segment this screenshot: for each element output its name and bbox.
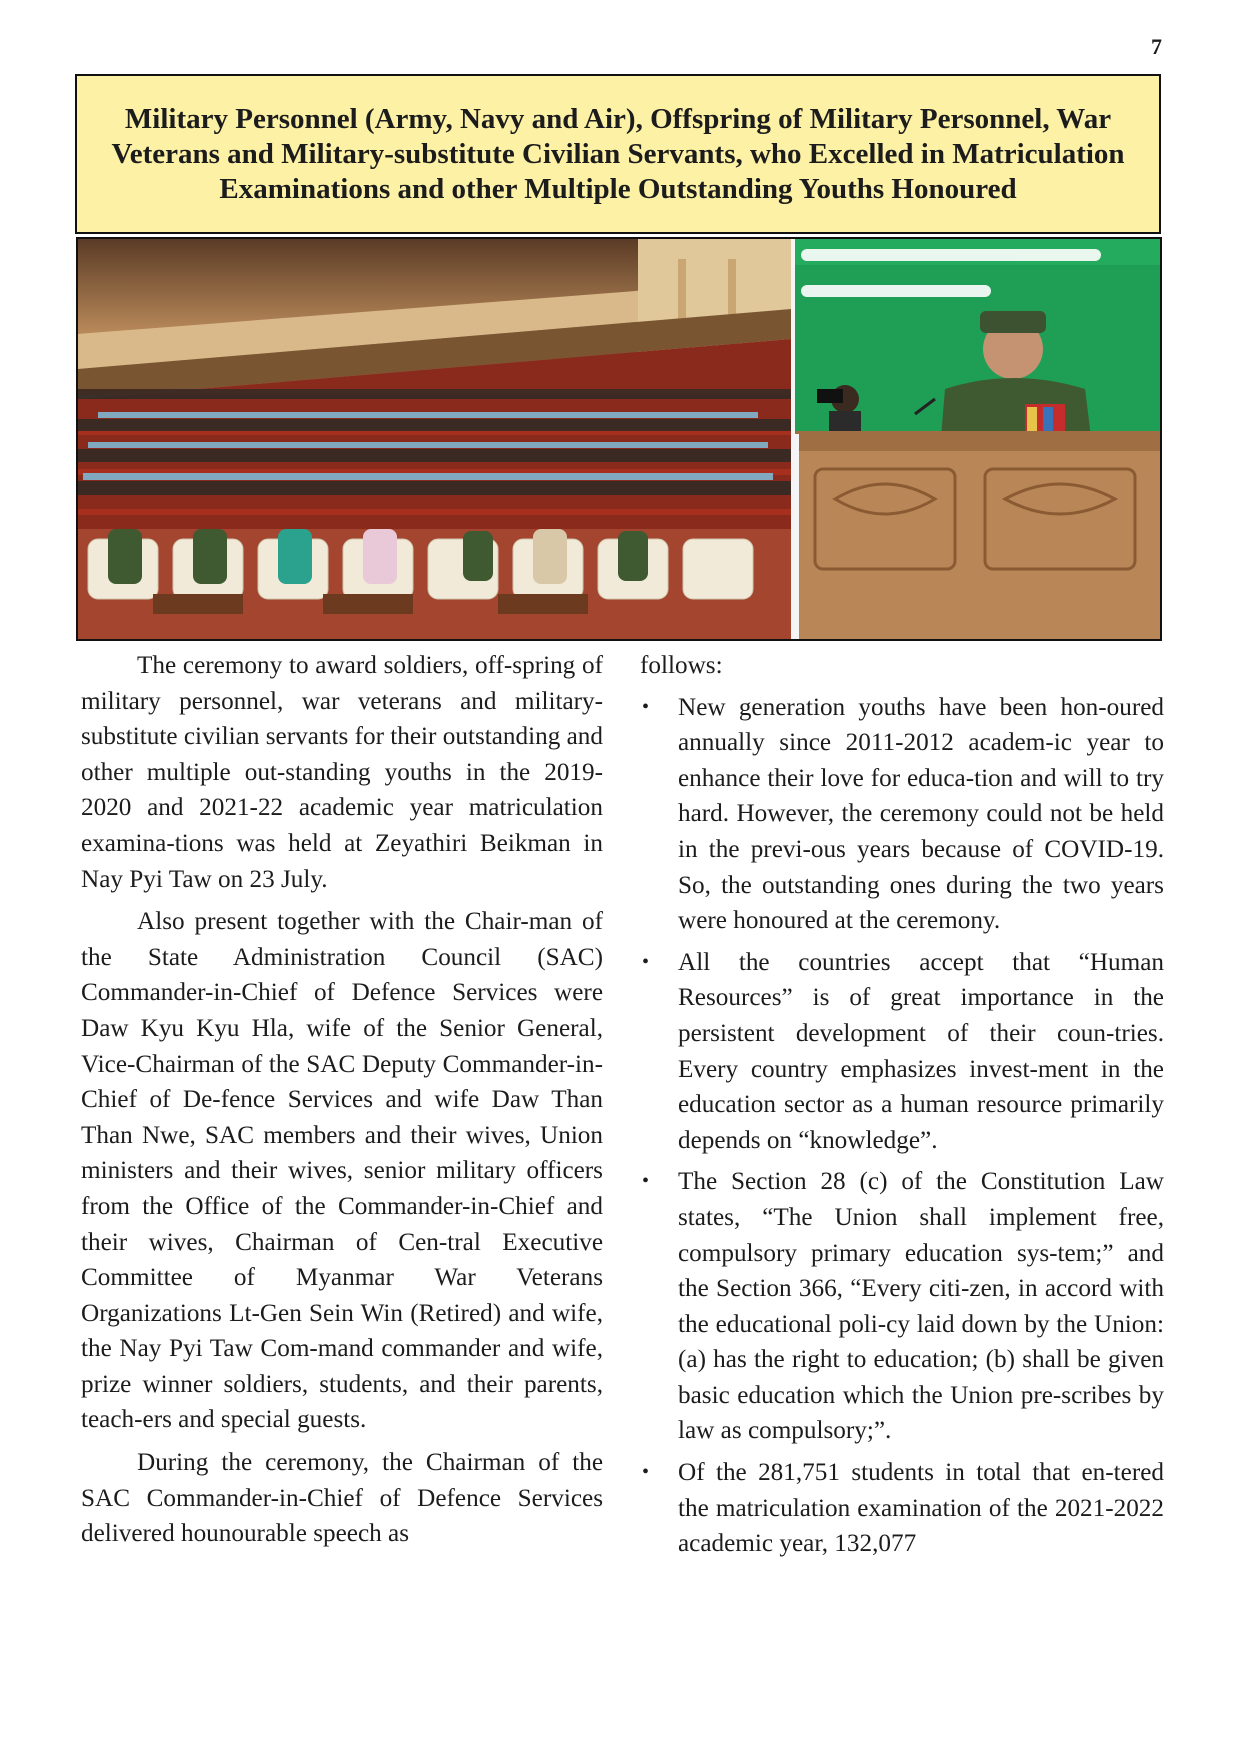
bullet-dot-icon: • — [642, 695, 650, 718]
page-number: 7 — [1151, 34, 1162, 59]
bullet-item — [640, 945, 1164, 1159]
headline-box — [75, 74, 1161, 234]
auditorium-illustration — [78, 239, 791, 639]
auditorium-photo — [78, 239, 795, 639]
bullet-dot-icon: • — [642, 950, 650, 973]
left-column — [81, 648, 603, 1559]
bullet-text: All the countries accept that “Human Resources” is of great importance in the persistent development of their coun-tries. Every country emphasizes invest-ment in the education sector as a human resource primarily depends on “knowledge”. — [678, 948, 1164, 1154]
bullet-item — [640, 1455, 1164, 1562]
speaker-illustration — [795, 239, 1160, 639]
bullet-text: Of the 281,751 students in total that en-tered the matriculation examination of the 2021-2022 academic year, 132,077 — [678, 1459, 1164, 1558]
right-column — [640, 648, 1164, 1568]
bullet-dot-icon: • — [642, 1461, 650, 1484]
paragraph: During the ceremony, the Chairman of the SAC Commander-in-Chief of Defence Services delivered hounourable speech as — [81, 1449, 603, 1548]
speaker-photo — [795, 239, 1160, 639]
lead-text: follows: — [640, 652, 723, 679]
paragraph: The ceremony to award soldiers, off-spring of military personnel, war veterans and military-substitute civilian servants for their outstanding and other multiple out-standing youths in the 2019-2020 and 2021-22 academic year matriculation examina-tions was held at Zeyathiri Beikman in Nay Pyi Taw on 23 July. — [81, 652, 603, 893]
bullet-item — [640, 1164, 1164, 1449]
bullet-list — [640, 690, 1164, 1562]
headline: Military Personnel (Army, Navy and Air), Offspring of Military Personnel, War Veterans and Military-substitute Civilian Servants, who Excelled in Matriculation Examinations and other Multiple Outstanding Youths Honoured — [111, 102, 1125, 205]
bullet-text: New generation youths have been hon-oured annually since 2011-2012 academ-ic year to enhance their love for educa-tion and will to try hard. However, the ceremony could not be held in the previ-ous years because of COVID-19. So, the outstanding ones during the two years were honoured at the ceremony. — [678, 693, 1164, 935]
bullet-dot-icon: • — [642, 1170, 650, 1193]
photo-strip — [76, 237, 1162, 641]
bullet-text: The Section 28 (c) of the Constitution Law states, “The Union shall implement free, compulsory primary education sys-tem;” and the Section 366, “Every citi-zen, in accord with the educational poli-cy laid down by the Union: (a) has the right to education; (b) shall be given basic education which the Union pre-scribes by law as compulsory;”. — [678, 1168, 1164, 1445]
paragraph: Also present together with the Chair-man of the State Administration Council (SAC) Commander-in-Chief of Defence Services were Daw Kyu Kyu Hla, wife of the Senior General, Vice-Chairman of the SAC Deputy Commander-in-Chief of De-fence Services and wife Daw Than Than Nwe, SAC members and their wives, Union ministers and their wives, senior military officers from the Office of the Commander-in-Chief and their wives, Chairman of Cen-tral Executive Committee of Myanmar War Veterans Organizations Lt-Gen Sein Win (Retired) and wife, the Nay Pyi Taw Com-mand commander and wife, prize winner soldiers, students, and their parents, teach-ers and special guests. — [81, 908, 603, 1434]
bullet-item — [640, 690, 1164, 939]
